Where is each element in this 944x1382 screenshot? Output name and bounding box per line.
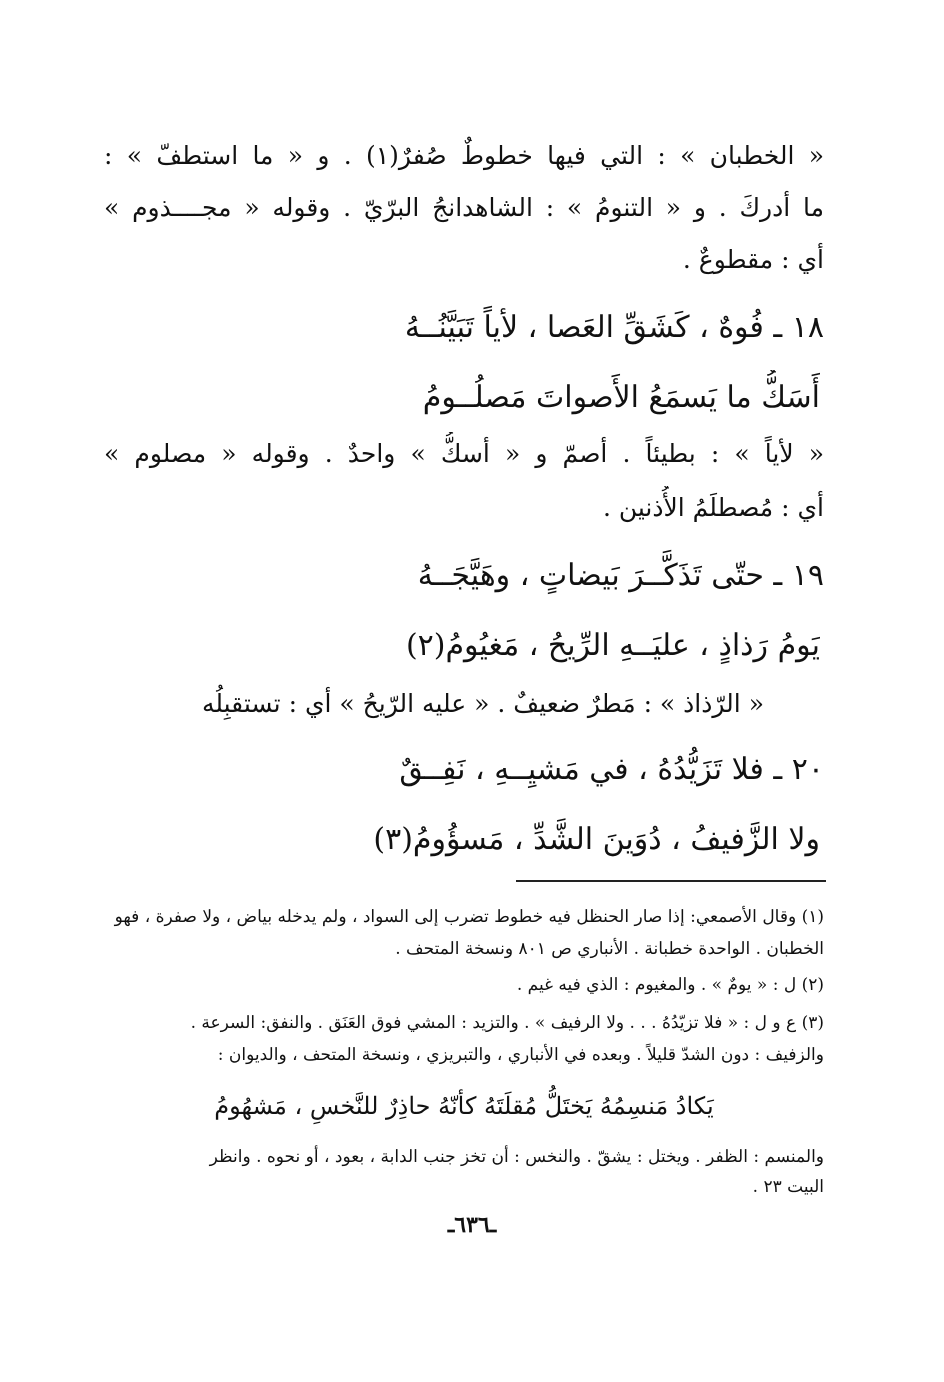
footnote-3-line-4: البيت ٢٣ . [752, 1177, 824, 1197]
verse-20-second-hemistich: ولا الزَّفيفُ ، دُوَينَ الشَّدِّ ، مَسؤُومُ(٣) [373, 822, 820, 857]
commentary-line-6: « الرّذاذ » : مَطرٌ ضعيفٌ . « عليه الرّيحُ » أي : تستقبِلُه [201, 689, 764, 718]
verse-18-first-hemistich: ١٨ ـ فُوهٌ ، كَشَقِّ العَصا ، لأياً تَبَيَّنُــهُ [404, 310, 824, 345]
footnote-separator [516, 880, 826, 882]
footnote-2: (٢) ل : « يومٌ » . والمغيوم : الذي فيه غيم . [516, 975, 824, 995]
footnote-3-line-3: والمنسم : الظفر . ويختل : يشقّ . والنخس : أن تخز جنب الدابة ، بعود ، أو نحوه . وانظر [209, 1147, 824, 1167]
verse-20-first-hemistich: ٢٠ ـ فلا تَزَيُّدُهُ ، في مَشيِــهِ ، نَفِــقٌ [399, 752, 824, 787]
verse-19-first-hemistich: ١٩ ـ حتّى تَذَكَّــرَ بَيضاتٍ ، وهَيَّجَــهُ [417, 558, 824, 593]
commentary-line-1: « الخطبان » : التي فيها خطوطٌ صُفرٌ(١) . و « ما استطفّ » : [104, 141, 824, 170]
verse-19-second-hemistich: يَومُ رَذاذٍ ، عليَــهِ الرِّيحُ ، مَغيُومُ(٢) [405, 628, 820, 663]
page-number: ـ٦٣٦ـ [447, 1212, 497, 1238]
footnote-1-line-1: (١) وقال الأصمعي: إذا صار الحنظل فيه خطوط تضرب إلى السواد ، ولم يدخله بياض ، ولا صفرة ، فهو [114, 907, 824, 927]
footnote-3-line-2: والزفيف : دون الشدّ قليلاً . وبعده في الأنباري ، والتبريزي ، ونسخة المتحف ، والديوان : [217, 1045, 824, 1065]
commentary-line-2: ما أدركَ . و « التنومُ » : الشاهدانجُ البرّيّ . وقوله « مجــــذوم » [104, 193, 824, 222]
commentary-line-4: « لأياً » : بطيئاً . أصمّ و « أسكُّ » واحدٌ . وقوله « مصلوم » [104, 439, 824, 468]
footnote-1-line-2: الخطبان . الواحدة خطبانة . الأنباري ص ٨٠١ ونسخة المتحف . [395, 939, 824, 959]
commentary-line-5: أي : مُصطلَمُ الأُذنين . [602, 493, 824, 522]
footnote-3-quoted-verse: يَكادُ مَنسِمُهُ يَختَلُّ مُقلَتَهُ كأنّهُ حاذِرٌ للنَّخسِ ، مَشهُومُ [214, 1092, 714, 1120]
verse-18-second-hemistich: أَسَكُّ ما يَسمَعُ الأَصواتَ مَصلُــومُ [422, 380, 820, 415]
footnote-3-line-1: (٣) ع و ل : « فلا تزيّدُهُ . . . ولا الرفيف » . والتزيد : المشي فوق العَنَق . والنفق: السرعة . [190, 1013, 824, 1033]
commentary-line-3: أي : مقطوعٌ . [682, 245, 824, 274]
